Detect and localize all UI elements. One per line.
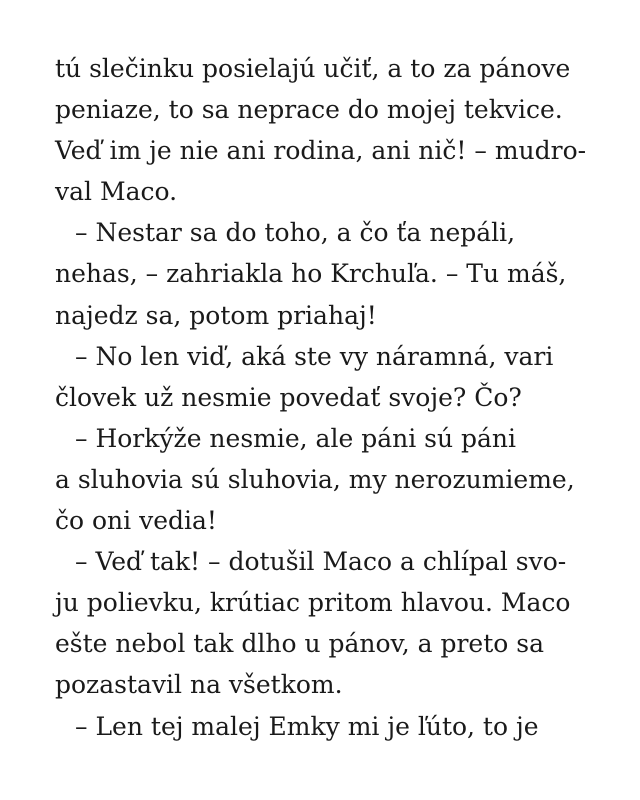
book-page-text <box>55 48 615 747</box>
text-line: – No len viď, aká ste vy náramná, vari <box>75 341 554 371</box>
text-line: ju polievku, krútiac pritom hlavou. Maco <box>55 588 571 618</box>
text-line: val Maco. <box>55 177 178 207</box>
text-line: – Horkýže nesmie, ale páni sú páni <box>75 423 517 453</box>
text-line: tú slečinku posielajú učiť, a to za pánove <box>55 54 571 83</box>
text-line: – Len tej malej Emky mi je ľúto, to je <box>75 711 539 741</box>
text-line: ešte nebol tak dlho u pánov, a preto sa <box>55 629 544 659</box>
text-line: nehas, – zahriakla ho Krchuľa. – Tu máš, <box>55 259 567 289</box>
text-line: – Veď tak! – dotušil Maco a chlípal svo- <box>75 547 567 577</box>
text-line: – Nestar sa do toho, a čo ťa nepáli, <box>75 218 516 248</box>
text-line: čo oni vedia! <box>55 506 217 536</box>
text-line: najedz sa, potom priahaj! <box>55 300 377 330</box>
text-line: a sluhovia sú sluhovia, my nerozumieme, <box>55 464 575 494</box>
text-line: peniaze, to sa neprace do mojej tekvice. <box>55 95 563 125</box>
text-line: človek už nesmie povedať svoje? Čo? <box>55 382 522 412</box>
text-line: pozastavil na všetkom. <box>55 670 343 700</box>
text-line: Veď im je nie ani rodina, ani nič! – mudro- <box>55 136 587 166</box>
